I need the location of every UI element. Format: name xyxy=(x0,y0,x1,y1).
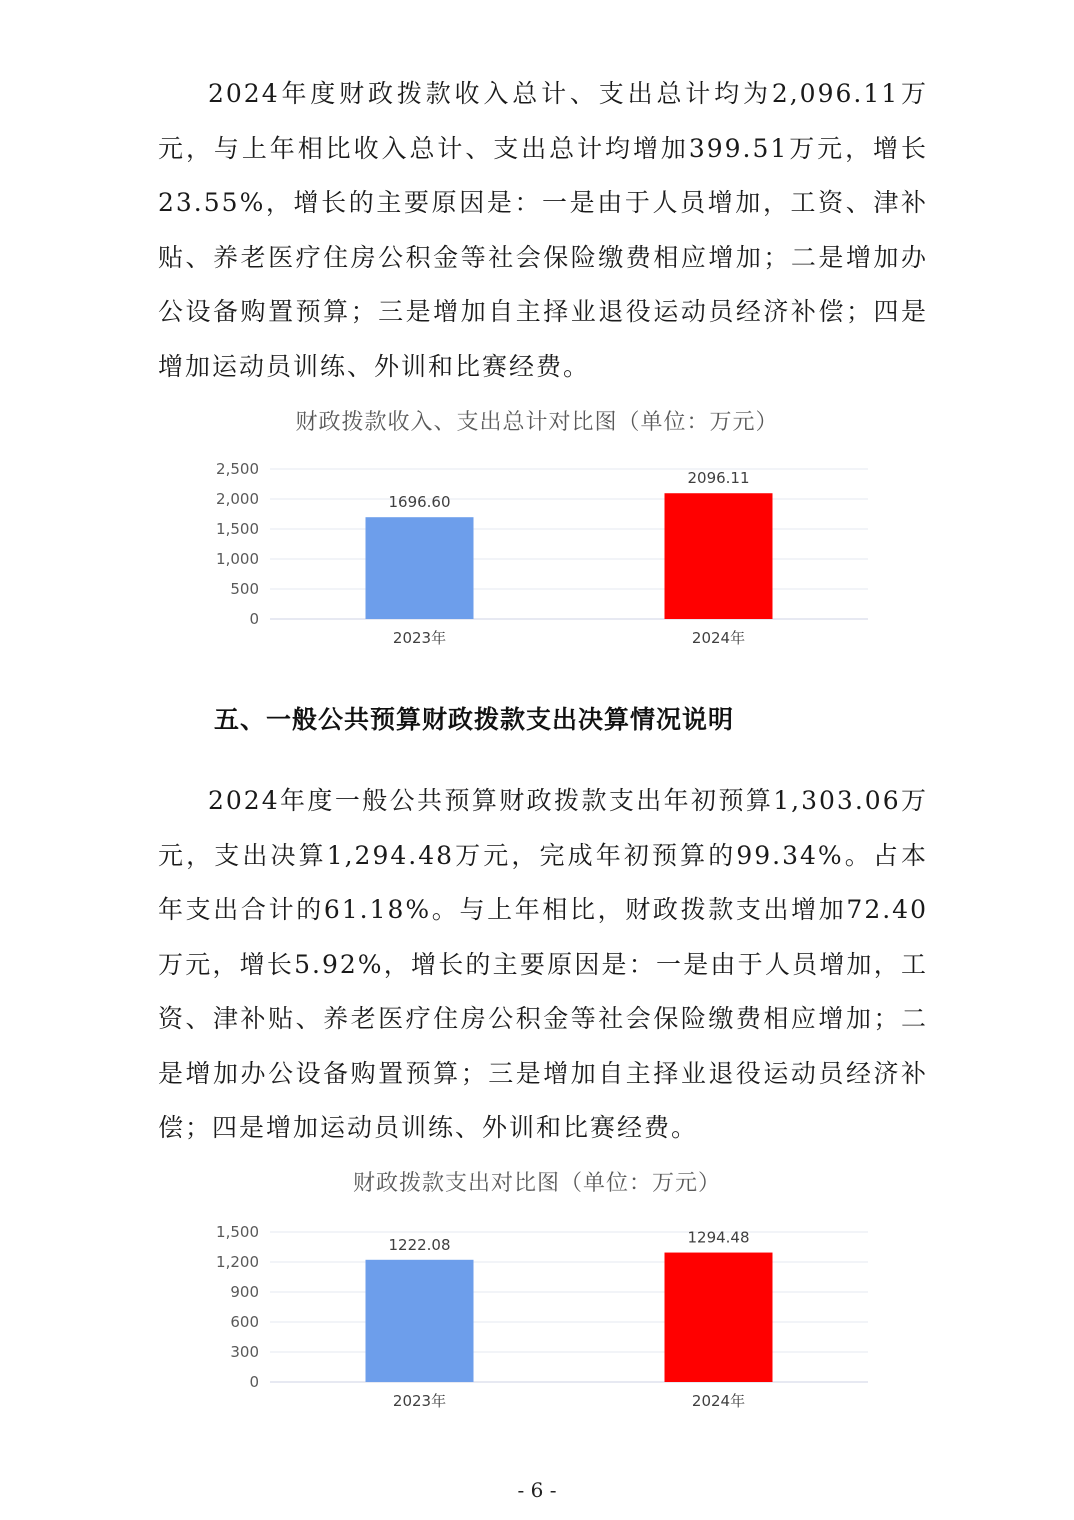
page-number: - 6 - xyxy=(517,1478,557,1502)
data-label: 2096.11 xyxy=(687,469,750,488)
y-tick-label: 600 xyxy=(230,1313,259,1331)
data-label: 1294.48 xyxy=(687,1228,750,1247)
bar-2 xyxy=(665,1253,773,1382)
y-tick-label: 2,000 xyxy=(216,490,259,508)
chart-title-expenditure: 财政拨款支出对比图（单位：万元） xyxy=(352,1171,721,1196)
y-tick-label: 300 xyxy=(230,1343,259,1361)
section-heading-five: 五、一般公共预算财政拨款支出决算情况说明 xyxy=(214,705,735,734)
data-label: 1696.60 xyxy=(388,493,451,512)
y-tick-label: 0 xyxy=(249,1373,259,1391)
chart-income-expenditure-comparison xyxy=(0,455,1074,655)
y-tick-label: 0 xyxy=(249,610,259,628)
y-tick-label: 1,500 xyxy=(216,1223,259,1241)
x-tick-label: 2024年 xyxy=(691,1392,746,1410)
y-tick-label: 1,200 xyxy=(216,1253,259,1271)
data-label: 1222.08 xyxy=(388,1235,451,1254)
bar-2 xyxy=(665,493,773,619)
y-tick-label: 1,500 xyxy=(216,520,259,538)
x-tick-label: 2023年 xyxy=(392,629,447,647)
bar-1 xyxy=(366,517,474,619)
y-tick-label: 900 xyxy=(230,1283,259,1301)
y-tick-label: 1,000 xyxy=(216,550,259,568)
x-tick-label: 2023年 xyxy=(392,1392,447,1410)
x-tick-label: 2024年 xyxy=(691,629,746,647)
chart-expenditure-comparison xyxy=(0,1218,1074,1418)
y-tick-label: 500 xyxy=(230,580,259,598)
paragraph-income-expenditure-total: 2024年度财政拨款收入总计、支出总计均为2,096.11万元，与上年相比收入总计、支出总计均增加399.51万元，增长23.55%，增长的主要原因是：一是由于人员增加，工资、津补贴、养老医疗住房公积金等社会保险缴费相应增加；二是增加办公设备购置预算；三是增加自主择业退役运动员经济补偿；四是增加运动员训练、外训和比赛经费。 xyxy=(158,79,928,381)
chart-title-income-expenditure: 财政拨款收入、支出总计对比图（单位：万元） xyxy=(295,410,779,435)
paragraph-general-budget-expenditure: 2024年度一般公共预算财政拨款支出年初预算1,303.06万元，支出决算1,294.48万元，完成年初预算的99.34%。占本年支出合计的61.18%。与上年相比，财政拨款支出增加72.40万元，增长5.92%，增长的主要原因是：一是由于人员增加，工资、津补贴、养老医疗住房公积金等社会保险缴费相应增加；二是增加办公设备购置预算；三是增加自主择业退役运动员经济补偿；四是增加运动员训练、外训和比赛经费。 xyxy=(158,786,928,1142)
bar-1 xyxy=(366,1260,474,1382)
y-tick-label: 2,500 xyxy=(216,460,259,478)
